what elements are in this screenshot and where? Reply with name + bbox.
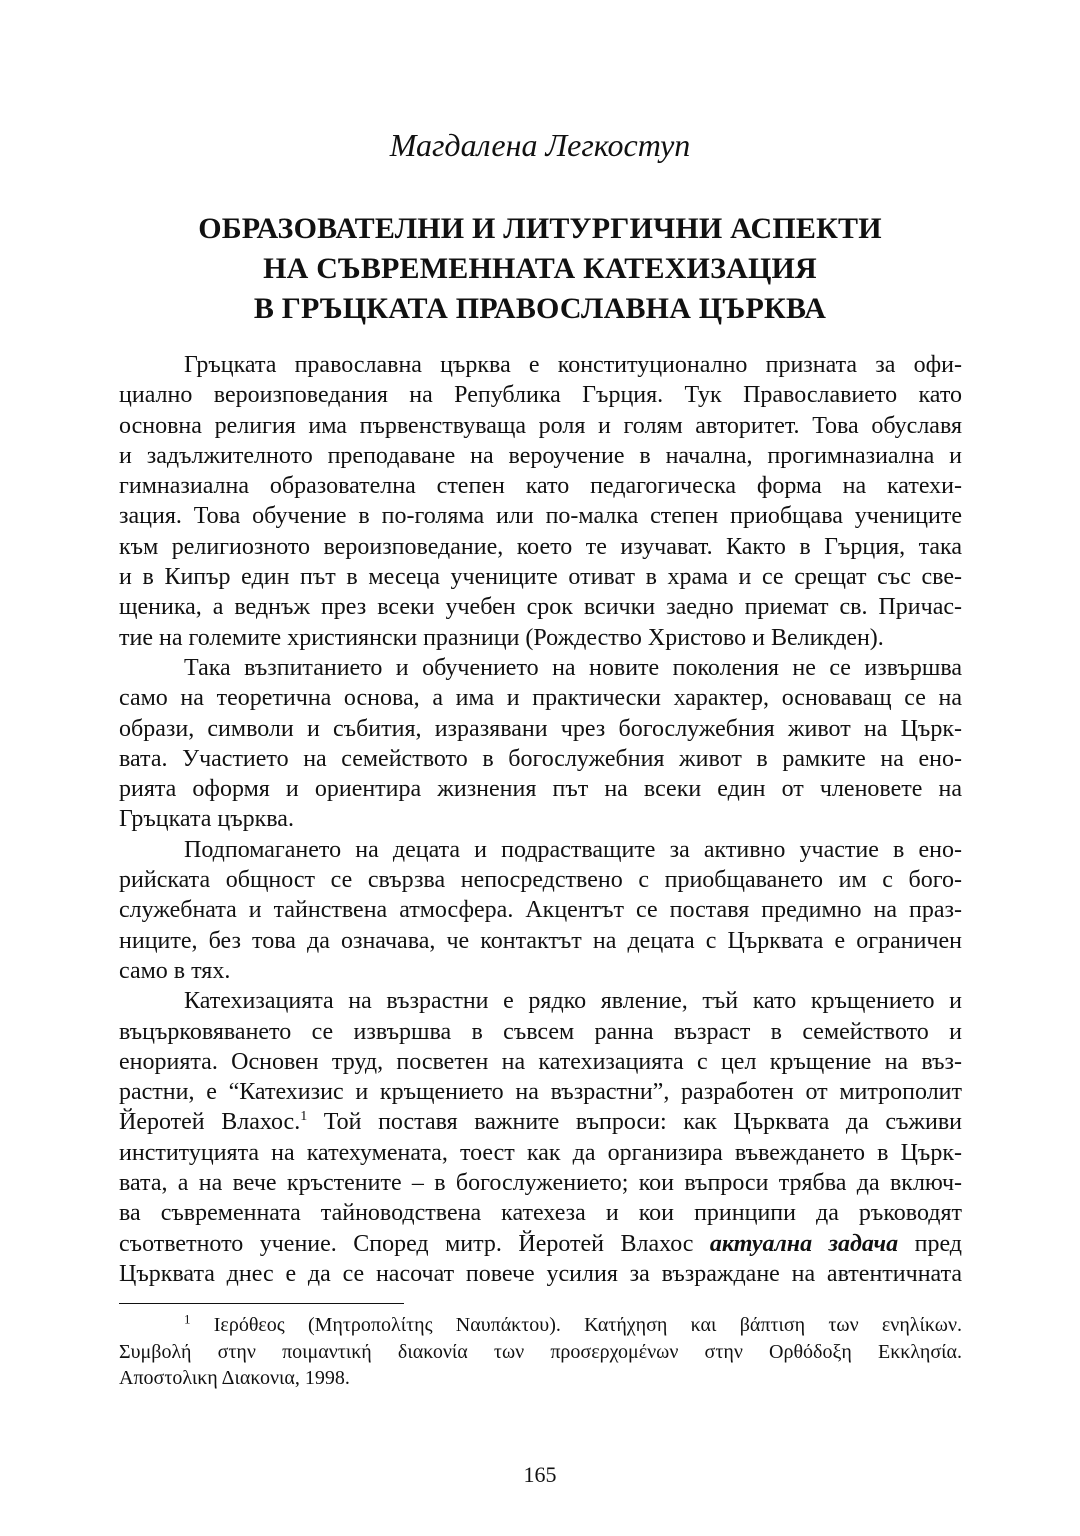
- text-line: служебната и тайнствена атмосфера. Акцентът се поставя предимно на праз-: [119, 897, 962, 924]
- text-line: гимназиална образователна степен като педагогическа форма на катехи-: [119, 473, 962, 500]
- paragraph: [119, 653, 962, 835]
- text-span: Йеротей Влахос.: [119, 1109, 301, 1136]
- footnote-line: Συμβολή στην ποιμαντική διακονία των προσερχομένων στην Ορθόδοξη Εκκλησία.: [119, 1340, 962, 1363]
- text-line: зация. Това обучение в по-голяма или по-малка степен приобщава учениците: [119, 503, 962, 530]
- paragraph: [119, 350, 962, 653]
- text-line: вата. Участието на семейството в богослужебния живот в рамките на ено-: [119, 745, 962, 772]
- text-line: енорията. Основен труд, посветен на катехизацията с цел кръщение на въз-: [119, 1048, 962, 1075]
- text-line: въцърковяването се извършва в съвсем ранна възраст в семейството и: [119, 1018, 962, 1045]
- text-line: само в тях.: [119, 957, 231, 984]
- article-title: [0, 209, 1080, 329]
- text-line: и задължителното преподаване на вероучение в начална, прогимназиална и: [119, 442, 962, 469]
- emphasis-text: актуална задача: [709, 1230, 899, 1257]
- paragraph: [119, 986, 962, 1289]
- text-line: ниците, без това да означава, че контактът на децата с Църквата е ограничен: [119, 927, 962, 954]
- text-line: рията оформя и ориентира жизнения път на всеки един от членовете на: [119, 776, 962, 803]
- body-text: [119, 350, 962, 1289]
- text-line: Катехизацията на възрастни е рядко явление, тъй като кръщението и: [184, 988, 962, 1015]
- footnote-separator: [119, 1303, 404, 1304]
- text-line: образи, символи и събития, изразявани чрез богослужебния живот на Църк-: [119, 715, 962, 742]
- text-line: растни, е “Катехизис и кръщението на възрастни”, разработен от митрополит: [119, 1079, 962, 1106]
- text-line: само на теоретична основа, а има и практически характер, основаващ се на: [119, 685, 962, 712]
- footnote: [119, 1312, 962, 1392]
- text-line: Подпомагането на децата и подрастващите за активно участие в ено-: [184, 836, 962, 863]
- text-line: [119, 1107, 962, 1137]
- text-line: [119, 1229, 962, 1259]
- author-name: Магдалена Легкоступ: [389, 127, 691, 163]
- text-span: Той поставя важните въпроси: как Църквата да съживи: [307, 1109, 963, 1136]
- paragraph: [119, 835, 962, 986]
- text-line: основна религия има първенствуваща роля и голям авторитет. Това обуславя: [119, 412, 962, 439]
- text-line: институцията на катехумената, тоест как да организира въвеждането в Църк-: [119, 1139, 962, 1166]
- text-span: пред: [898, 1230, 963, 1257]
- title-line: НА СЪВРЕМЕННАТА КАТЕХИЗАЦИЯ: [263, 252, 817, 285]
- page-number: 165: [523, 1462, 557, 1487]
- text-line: Гръцката църква.: [119, 806, 294, 833]
- footnote-line: [119, 1312, 962, 1339]
- title-line: ОБРАЗОВАТЕЛНИ И ЛИТУРГИЧНИ АСПЕКТИ: [198, 212, 882, 245]
- title-line: В ГРЪЦКАТА ПРАВОСЛАВНА ЦЪРКВА: [253, 292, 827, 325]
- text-span: Ιερόθεος (Μητροπολίτης Ναυπάκτου). Κατήχηση και βάπτιση των ενηλίκων.: [190, 1314, 962, 1336]
- text-line: към религиозното вероизповедание, което те изучават. Както в Гърция, така: [119, 533, 962, 560]
- text-line: и в Кипър един път в месеца учениците отиват в храма и се срещат със све-: [119, 564, 962, 591]
- text-line: ва съвременната тайноводствена катехеза и кои принципи да ръководят: [119, 1200, 962, 1227]
- footnote-line: Αποστολικη Διακονια, 1998.: [119, 1367, 350, 1389]
- text-span: съответното учение. Според митр. Йеротей Влахос: [119, 1230, 710, 1257]
- text-line: Така възпитанието и обучението на новите поколения не се извършва: [184, 654, 962, 681]
- text-line: вата, а на вече кръстените – в богослужението; кои въпроси трябва да включ-: [119, 1170, 962, 1197]
- footnote-marker: 1: [184, 1311, 191, 1327]
- text-line: тие на големите християнски празници (Рождество Христово и Великден).: [119, 624, 884, 651]
- text-line: Гръцката православна църква е конституционално призната за офи-: [184, 352, 962, 378]
- text-line: рийската общност се свързва непосредствено с приобщаването им с бого-: [119, 867, 962, 894]
- footnote-reference[interactable]: 1: [300, 1109, 308, 1125]
- text-line: Църквата днес е да се насочат повече усилия за възраждане на автентичната: [119, 1260, 962, 1287]
- text-line: щеника, а веднъж през всеки учебен срок всички заедно приемат св. Причас-: [119, 594, 962, 621]
- text-line: циално вероизповедания на Република Гърция. Тук Православието като: [119, 382, 962, 409]
